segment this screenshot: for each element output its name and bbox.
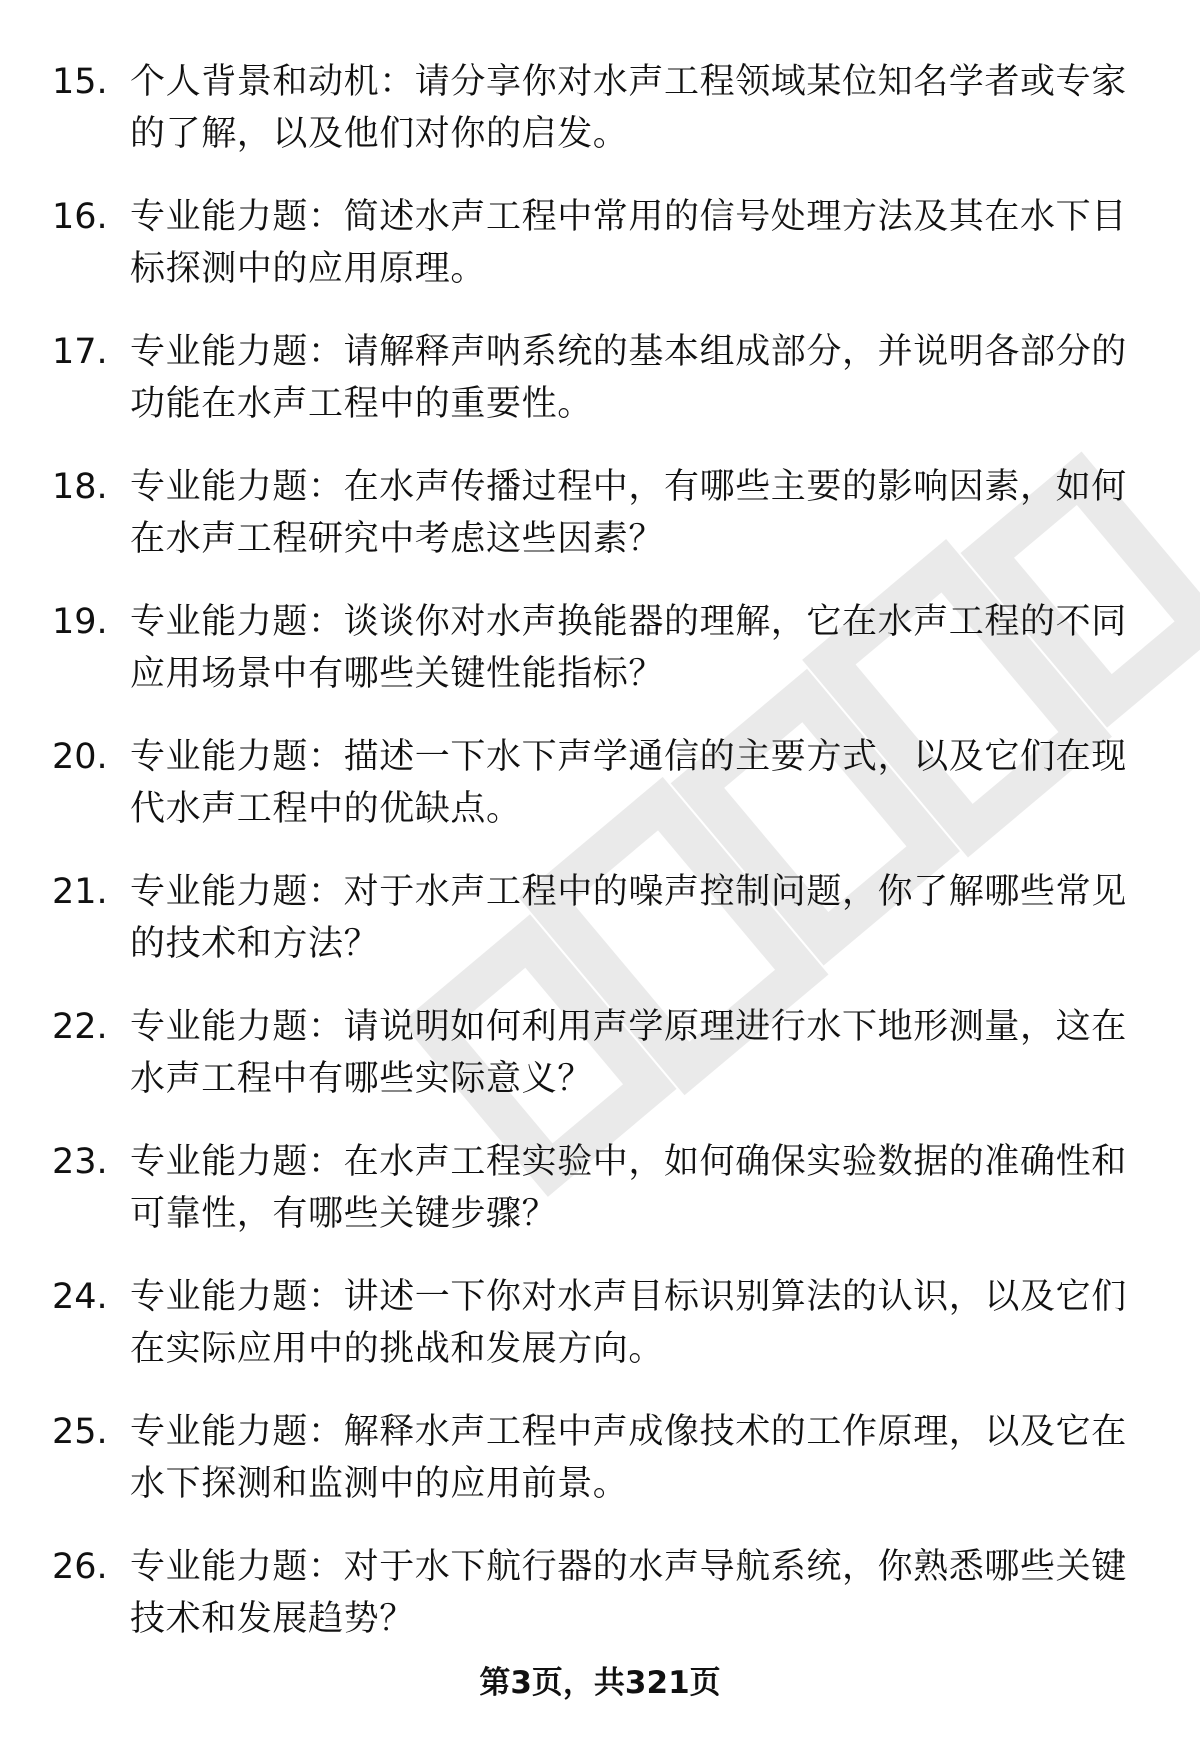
item-text: 专业能力题：请说明如何利用声学原理进行水下地形测量，这在水声工程中有哪些实际意义？: [130, 1007, 1127, 1099]
list-item: [52, 731, 1152, 835]
item-text: 专业能力题：在水声传播过程中，有哪些主要的影响因素，如何在水声工程研究中考虑这些因素？: [130, 467, 1127, 559]
item-number: 17.: [52, 332, 108, 372]
list-item: [52, 56, 1152, 160]
item-text: 专业能力题：谈谈你对水声换能器的理解，它在水声工程的不同应用场景中有哪些关键性能指标？: [130, 602, 1127, 694]
item-text: 专业能力题：讲述一下你对水声目标识别算法的认识，以及它们在实际应用中的挑战和发展方向。: [130, 1277, 1127, 1369]
item-text: 专业能力题：解释水声工程中声成像技术的工作原理，以及它在水下探测和监测中的应用前景。: [130, 1412, 1127, 1504]
item-text: 个人背景和动机：请分享你对水声工程领域某位知名学者或专家的了解，以及他们对你的启发。: [130, 62, 1127, 154]
item-text: 专业能力题：描述一下水下声学通信的主要方式，以及它们在现代水声工程中的优缺点。: [130, 737, 1127, 829]
item-number: 19.: [52, 602, 108, 642]
list-item: [52, 596, 1152, 700]
item-number: 15.: [52, 62, 108, 102]
item-number: 21.: [52, 872, 108, 912]
item-number: 22.: [52, 1007, 108, 1047]
list-item: [52, 1271, 1152, 1375]
item-text: 专业能力题：对于水下航行器的水声导航系统，你熟悉哪些关键技术和发展趋势？: [130, 1547, 1127, 1639]
item-text: 专业能力题：简述水声工程中常用的信号处理方法及其在水下目标探测中的应用原理。: [130, 197, 1127, 289]
item-number: 16.: [52, 197, 108, 237]
item-text: 专业能力题：请解释声呐系统的基本组成部分，并说明各部分的功能在水声工程中的重要性。: [130, 332, 1127, 424]
question-list: [52, 56, 1152, 1676]
item-number: 23.: [52, 1142, 108, 1182]
item-text: 专业能力题：在水声工程实验中，如何确保实验数据的准确性和可靠性，有哪些关键步骤？: [130, 1142, 1127, 1234]
list-item: [52, 461, 1152, 565]
item-number: 26.: [52, 1547, 108, 1587]
item-number: 24.: [52, 1277, 108, 1317]
item-number: 20.: [52, 737, 108, 777]
item-text: 专业能力题：对于水声工程中的噪声控制问题，你了解哪些常见的技术和方法？: [130, 872, 1127, 964]
list-item: [52, 866, 1152, 970]
list-item: [52, 1001, 1152, 1105]
page-footer: 第3页，共321页: [479, 1665, 721, 1701]
list-item: [52, 191, 1152, 295]
list-item: [52, 1406, 1152, 1510]
item-number: 25.: [52, 1412, 108, 1452]
list-item: [52, 1541, 1152, 1645]
list-item: [52, 326, 1152, 430]
item-number: 18.: [52, 467, 108, 507]
list-item: [52, 1136, 1152, 1240]
